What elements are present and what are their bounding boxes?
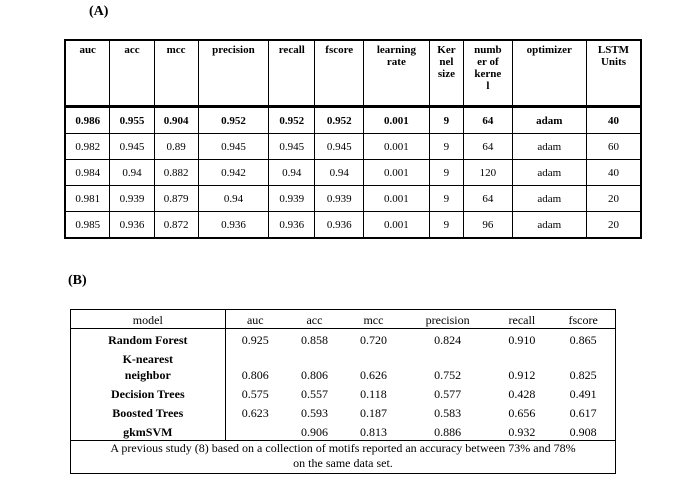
table-row bbox=[71, 348, 616, 383]
table-cell: 0.858 bbox=[300, 333, 328, 347]
table-cell: 0.932 bbox=[508, 425, 536, 439]
table-cell: 0.939 bbox=[110, 186, 154, 212]
table-cell: 0.001 bbox=[364, 186, 429, 212]
table-cell: 0.577 bbox=[434, 387, 462, 401]
header-ker-nel-size: Ker nel size bbox=[429, 40, 464, 107]
header-fscore: fscore bbox=[315, 40, 364, 107]
header-model: model bbox=[71, 310, 226, 329]
table-cell: 0.982 bbox=[65, 134, 110, 160]
table-b-header-row bbox=[71, 310, 616, 329]
table-cell: 0.752 bbox=[434, 368, 462, 382]
table-cell: 64 bbox=[464, 186, 512, 212]
table-cell: 0.593 bbox=[300, 406, 328, 420]
table-cell: 0.89 bbox=[154, 134, 198, 160]
table-cell: 0.952 bbox=[269, 107, 315, 134]
table-cell: 0.187 bbox=[359, 406, 387, 420]
header-learning-rate: learning rate bbox=[364, 40, 429, 107]
table-cell: 0.945 bbox=[315, 134, 364, 160]
table-cell: 120 bbox=[464, 160, 512, 186]
table-note-row bbox=[71, 441, 616, 474]
table-cell: adam bbox=[512, 212, 586, 239]
table-cell: 0.910 bbox=[508, 333, 536, 347]
table-row bbox=[71, 329, 616, 349]
table-cell: 0.583 bbox=[434, 406, 462, 420]
table-cell: 20 bbox=[586, 186, 641, 212]
table-cell: 0.936 bbox=[269, 212, 315, 239]
table-cell: 0.936 bbox=[198, 212, 269, 239]
table-cell: 0.939 bbox=[269, 186, 315, 212]
table-row bbox=[65, 107, 641, 134]
table-cell: 0.981 bbox=[65, 186, 110, 212]
model-comparison-table bbox=[70, 309, 616, 474]
model-name-cell: K-nearest neighbor bbox=[71, 348, 226, 383]
table-cell: 40 bbox=[586, 160, 641, 186]
header-lstm-units: LSTM Units bbox=[586, 40, 641, 107]
table-cell: 0.945 bbox=[269, 134, 315, 160]
table-cell: 0.886 bbox=[434, 425, 462, 439]
table-cell: 0.942 bbox=[198, 160, 269, 186]
table-cell: 0.94 bbox=[198, 186, 269, 212]
table-cell: adam bbox=[512, 107, 586, 134]
header-mcc: mcc bbox=[344, 310, 403, 329]
table-cell: 0.879 bbox=[154, 186, 198, 212]
header-numb-er-of-kerne-l: numb er of kerne l bbox=[464, 40, 512, 107]
table-cell: 0.912 bbox=[508, 368, 536, 382]
table-cell: 0.865 bbox=[569, 333, 597, 347]
table-cell: 0.824 bbox=[434, 333, 462, 347]
table-cell: 0.825 bbox=[569, 368, 597, 382]
table-cell: 0.813 bbox=[359, 425, 387, 439]
table-cell: 0.656 bbox=[508, 406, 536, 420]
table-cell: 0.001 bbox=[364, 160, 429, 186]
table-row bbox=[71, 383, 616, 402]
header-auc: auc bbox=[65, 40, 110, 107]
table-cell: 0.557 bbox=[300, 387, 328, 401]
table-cell: 0.986 bbox=[65, 107, 110, 134]
header-optimizer: optimizer bbox=[512, 40, 586, 107]
table-cell: 0.626 bbox=[359, 368, 387, 382]
header-acc: acc bbox=[285, 310, 344, 329]
table-a-header-row bbox=[65, 40, 641, 107]
table-cell: 20 bbox=[586, 212, 641, 239]
table-cell: 0.617 bbox=[569, 406, 597, 420]
table-cell: 0.904 bbox=[154, 107, 198, 134]
table-cell: 64 bbox=[464, 107, 512, 134]
table-cell: 9 bbox=[429, 186, 464, 212]
table-row bbox=[65, 212, 641, 239]
table-cell: 0.936 bbox=[315, 212, 364, 239]
table-cell: 0.882 bbox=[154, 160, 198, 186]
table-cell: 0.984 bbox=[65, 160, 110, 186]
table-cell: 0.872 bbox=[154, 212, 198, 239]
section-label-a: (A) bbox=[89, 4, 109, 19]
table-cell: 0.94 bbox=[110, 160, 154, 186]
model-name-cell: Decision Trees bbox=[71, 383, 226, 402]
table-cell: 0.623 bbox=[241, 406, 269, 420]
table-cell: 0.925 bbox=[241, 333, 269, 347]
table-cell: 9 bbox=[429, 160, 464, 186]
table-cell: 0.806 bbox=[300, 368, 328, 382]
table-cell: 0.491 bbox=[569, 387, 597, 401]
table-row bbox=[65, 160, 641, 186]
header-fscore: fscore bbox=[551, 310, 615, 329]
header-mcc: mcc bbox=[154, 40, 198, 107]
header-auc: auc bbox=[225, 310, 285, 329]
table-cell: 64 bbox=[464, 134, 512, 160]
table-cell: 0.908 bbox=[569, 425, 597, 439]
table-cell: 0.001 bbox=[364, 107, 429, 134]
table-cell: 0.806 bbox=[241, 368, 269, 382]
table-cell: 0.952 bbox=[315, 107, 364, 134]
table-cell: 0.945 bbox=[110, 134, 154, 160]
table-cell: 9 bbox=[429, 212, 464, 239]
table-cell: 0.94 bbox=[315, 160, 364, 186]
table-cell: 0.985 bbox=[65, 212, 110, 239]
table-cell: 0.428 bbox=[508, 387, 536, 401]
table-cell: 0.936 bbox=[110, 212, 154, 239]
table-cell: 0.001 bbox=[364, 212, 429, 239]
table-cell: 0.575 bbox=[241, 387, 269, 401]
table-cell: 96 bbox=[464, 212, 512, 239]
table-cell: 60 bbox=[586, 134, 641, 160]
model-name-cell: Random Forest bbox=[71, 329, 226, 349]
table-cell: 0.945 bbox=[198, 134, 269, 160]
table-cell: adam bbox=[512, 186, 586, 212]
header-precision: precision bbox=[198, 40, 269, 107]
table-row bbox=[65, 134, 641, 160]
table-cell: 9 bbox=[429, 134, 464, 160]
hyperparameter-results-table bbox=[64, 39, 642, 239]
table-cell: 0.939 bbox=[315, 186, 364, 212]
section-label-b: (B) bbox=[68, 273, 87, 288]
table-cell: 40 bbox=[586, 107, 641, 134]
header-acc: acc bbox=[110, 40, 154, 107]
table-cell: 0.94 bbox=[269, 160, 315, 186]
table-cell: 0.906 bbox=[300, 425, 328, 439]
table-cell: 0.001 bbox=[364, 134, 429, 160]
table-cell: 0.720 bbox=[359, 333, 387, 347]
table-cell: 0.955 bbox=[110, 107, 154, 134]
table-row bbox=[65, 186, 641, 212]
header-recall: recall bbox=[269, 40, 315, 107]
model-name-cell: gkmSVM bbox=[71, 421, 226, 441]
table-row bbox=[71, 402, 616, 421]
table-note: A previous study (8) based on a collection of motifs reported an accuracy between 73% and 78% on the same data set. bbox=[71, 441, 616, 474]
table-cell: adam bbox=[512, 134, 586, 160]
table-cell: 0.118 bbox=[360, 387, 387, 401]
table-cell: 9 bbox=[429, 107, 464, 134]
table-cell: 0.952 bbox=[198, 107, 269, 134]
table-row bbox=[71, 421, 616, 441]
table-cell bbox=[225, 421, 285, 441]
table-cell: adam bbox=[512, 160, 586, 186]
header-recall: recall bbox=[492, 310, 551, 329]
header-precision: precision bbox=[403, 310, 492, 329]
model-name-cell: Boosted Trees bbox=[71, 402, 226, 421]
